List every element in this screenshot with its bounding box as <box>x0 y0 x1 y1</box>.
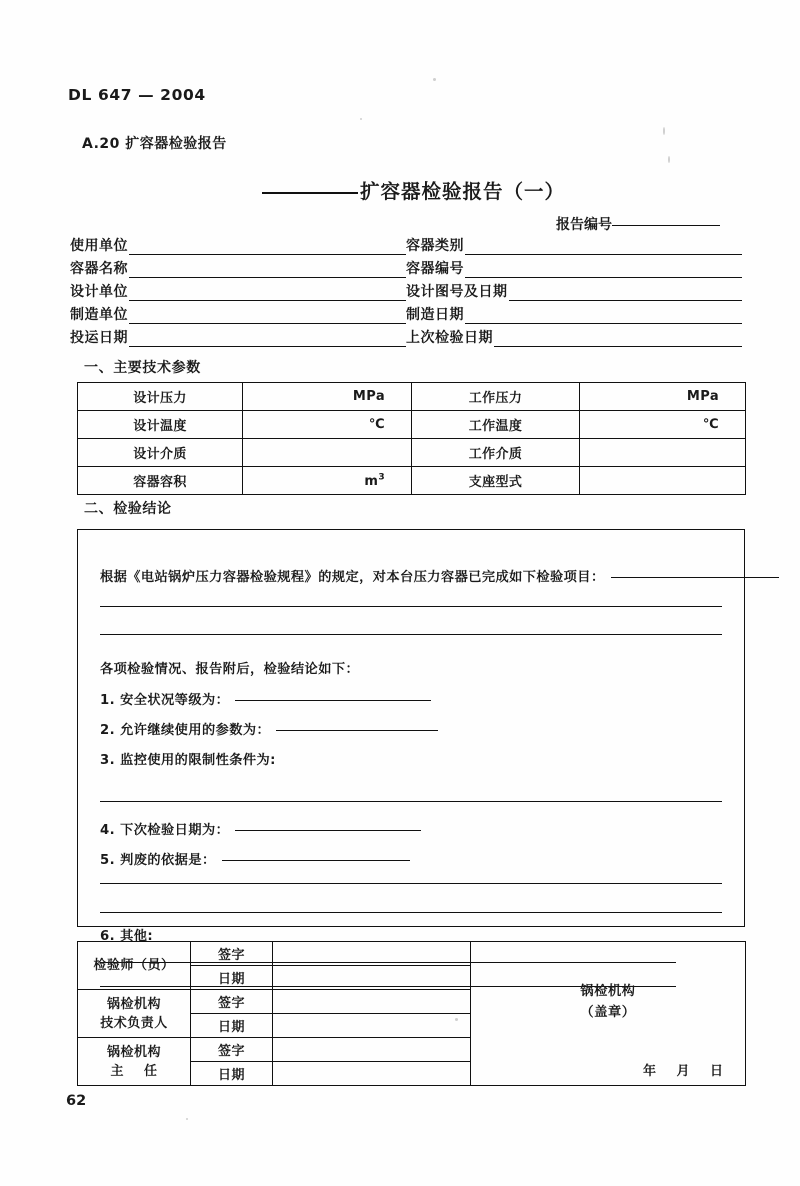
param-value[interactable] <box>243 467 412 495</box>
param-unit: ℃ <box>702 417 719 432</box>
scan-speckle <box>668 156 670 163</box>
field-vessel-name <box>70 261 406 278</box>
field-vessel-number <box>406 261 742 278</box>
conclusion-lead-text <box>100 569 779 586</box>
field-input[interactable] <box>129 239 406 255</box>
item-label: 1. 安全状况等级为： <box>100 693 230 708</box>
conclusion-item-3: 3. 监控使用的限制性条件为: <box>100 753 276 768</box>
page-title <box>262 176 662 204</box>
field-label: 容器名称 <box>70 261 128 277</box>
field-input[interactable] <box>129 331 406 347</box>
param-label: 容器容积 <box>78 467 243 495</box>
section-heading-inspection-conclusion: 二、检验结论 <box>84 501 172 517</box>
report-number-field <box>556 214 720 234</box>
field-input[interactable] <box>129 285 406 301</box>
param-value[interactable] <box>243 383 412 411</box>
conclusion-blank-line[interactable] <box>100 912 722 913</box>
field-input[interactable] <box>465 262 742 278</box>
identification-fields <box>70 232 742 347</box>
field-drawing-no-and-date <box>406 284 742 301</box>
field-design-unit <box>70 284 406 301</box>
role-inspector: 检验师（员） <box>78 942 191 990</box>
field-label: 设计单位 <box>70 284 128 300</box>
param-unit: ℃ <box>368 417 385 432</box>
table-row <box>78 439 746 467</box>
field-manufacture-unit <box>70 307 406 324</box>
scan-speckle <box>186 1118 188 1120</box>
conclusion-blank-line[interactable] <box>100 634 722 635</box>
role-line-2: 主 任 <box>110 1063 158 1079</box>
signature-table <box>77 941 746 1086</box>
table-row <box>78 383 746 411</box>
param-value[interactable] <box>243 439 412 467</box>
stamp-date-line[interactable]: 年 月 日 <box>642 1063 731 1079</box>
role-line-1: 锅检机构 <box>106 996 161 1012</box>
sublabel-date: 日期 <box>191 1062 273 1086</box>
sublabel-signature: 签字 <box>191 942 273 966</box>
signature-input-technical-lead[interactable] <box>273 990 471 1014</box>
conclusion-item-2 <box>100 722 438 739</box>
item-input[interactable] <box>235 830 421 831</box>
section-heading-technical-parameters: 一、主要技术参数 <box>84 360 201 376</box>
conclusion-blank-line[interactable] <box>100 883 722 884</box>
item-label: 5. 判废的依据是： <box>100 853 216 868</box>
inspection-conclusion-box <box>77 529 745 944</box>
field-label: 容器类别 <box>406 238 464 254</box>
field-input[interactable] <box>465 239 742 255</box>
role-director <box>78 1038 191 1086</box>
stamp-area[interactable] <box>471 942 746 1086</box>
date-input-technical-lead[interactable] <box>273 1014 471 1038</box>
signature-input-inspector[interactable] <box>273 942 471 966</box>
role-line-2: 技术负责人 <box>100 1015 168 1031</box>
param-value[interactable] <box>580 467 746 495</box>
field-use-unit <box>70 238 406 255</box>
report-number-label: 报告编号 <box>556 217 612 233</box>
field-label: 设计图号及日期 <box>406 284 508 300</box>
param-unit: MPa <box>352 389 385 404</box>
field-last-inspection-date <box>406 330 742 347</box>
field-row <box>70 301 742 324</box>
item-label: 4. 下次检验日期为： <box>100 823 230 838</box>
field-label: 制造日期 <box>406 307 464 323</box>
report-number-input[interactable] <box>612 225 720 226</box>
item-input[interactable] <box>222 860 410 861</box>
signature-input-director[interactable] <box>273 1038 471 1062</box>
field-input[interactable] <box>509 285 743 301</box>
field-row <box>70 255 742 278</box>
param-label: 设计压力 <box>78 383 243 411</box>
date-input-inspector[interactable] <box>273 966 471 990</box>
param-label: 工作介质 <box>412 439 580 467</box>
conclusion-item-6: 6. 其他: <box>100 929 154 944</box>
scan-speckle <box>663 127 665 135</box>
scan-speckle <box>433 78 436 81</box>
conclusion-item-5 <box>100 852 410 869</box>
field-label: 制造单位 <box>70 307 128 323</box>
field-row <box>70 324 742 347</box>
field-row <box>70 278 742 301</box>
technical-parameters-table <box>77 382 746 495</box>
standard-code: DL 647 — 2004 <box>68 86 206 104</box>
sublabel-date: 日期 <box>191 1014 273 1038</box>
conclusion-blank-line[interactable] <box>100 801 722 802</box>
stamp-line-1: 锅检机构 <box>580 983 636 999</box>
table-row <box>78 411 746 439</box>
item-input[interactable] <box>235 700 431 701</box>
param-value[interactable] <box>580 383 746 411</box>
scan-speckle <box>360 118 362 120</box>
param-label: 工作压力 <box>412 383 580 411</box>
table-row <box>78 942 746 966</box>
conclusion-lead-label: 根据《电站锅炉压力容器检验规程》的规定，对本台压力容器已完成如下检验项目： <box>100 570 605 585</box>
conclusion-intro-text: 各项检验情况、报告附后，检验结论如下： <box>100 662 360 677</box>
field-vessel-category <box>406 238 742 255</box>
param-unit: MPa <box>686 389 719 404</box>
field-input[interactable] <box>129 262 406 278</box>
role-line-1: 锅检机构 <box>106 1044 161 1060</box>
item-label: 2. 允许继续使用的参数为： <box>100 723 271 738</box>
param-label: 设计温度 <box>78 411 243 439</box>
field-commission-date <box>70 330 406 347</box>
page-number: 62 <box>66 1093 87 1109</box>
field-label: 投运日期 <box>70 330 128 346</box>
field-label: 使用单位 <box>70 238 128 254</box>
param-label: 工作温度 <box>412 411 580 439</box>
field-input[interactable] <box>129 308 406 324</box>
param-value[interactable] <box>580 411 746 439</box>
field-label: 容器编号 <box>406 261 464 277</box>
stamp-label <box>471 981 745 1023</box>
field-input[interactable] <box>465 308 742 324</box>
table-row <box>78 467 746 495</box>
field-manufacture-date <box>406 307 742 324</box>
sublabel-date: 日期 <box>191 966 273 990</box>
field-row <box>70 232 742 255</box>
conclusion-item-1 <box>100 692 431 709</box>
param-value[interactable] <box>243 411 412 439</box>
sublabel-signature: 签字 <box>191 990 273 1014</box>
field-input[interactable] <box>494 331 742 347</box>
clause-heading: A.20 扩容器检验报告 <box>82 136 227 152</box>
stamp-line-2: （盖章） <box>580 1004 636 1020</box>
param-value[interactable] <box>580 439 746 467</box>
item-input[interactable] <box>276 730 438 731</box>
param-label: 设计介质 <box>78 439 243 467</box>
date-input-director[interactable] <box>273 1062 471 1086</box>
page-title-text: 扩容器检验报告（一） <box>360 180 566 203</box>
sublabel-signature: 签字 <box>191 1038 273 1062</box>
param-label: 支座型式 <box>412 467 580 495</box>
param-unit-volume: $m^3$ <box>364 472 385 489</box>
conclusion-item-4 <box>100 822 421 839</box>
conclusion-blank-line[interactable] <box>100 606 722 607</box>
title-lead-rule <box>262 192 358 194</box>
role-technical-lead <box>78 990 191 1038</box>
field-label: 上次检验日期 <box>406 330 493 346</box>
conclusion-lead-input[interactable] <box>611 577 779 578</box>
